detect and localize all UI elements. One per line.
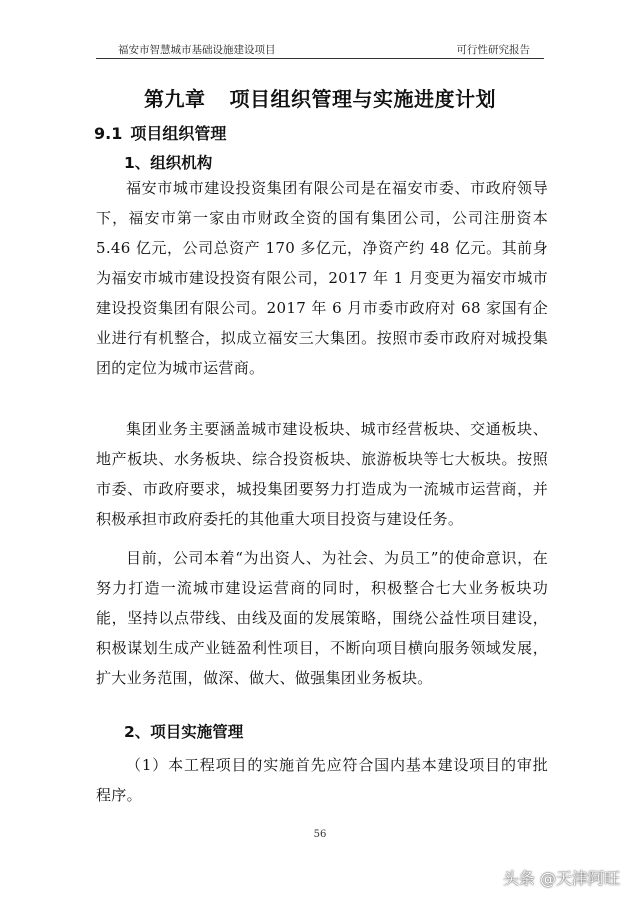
section-heading: [94, 121, 226, 144]
subsection-heading-implementation: 2、项目实施管理: [124, 723, 244, 741]
paragraph-business-scope: 集团业务主要涵盖城市建设板块、城市经营板块、交通板块、地产板块、水务板块、综合投资板块、旅游板块等七大板块。按照市委、市政府要求，城投集团要努力打造成为一流城市运营商，并积极承担市政府委托的其他重大项目投资与建设任务。: [96, 420, 548, 528]
header-project-name: 福安市智慧城市基础设施建设项目: [118, 44, 276, 56]
section-title: 项目组织管理: [130, 124, 227, 143]
subsection-heading-organization: 1、组织机构: [124, 154, 213, 172]
paragraph-mission: 目前，公司本着“为出资人、为社会、为员工”的使命意识，在努力打造一流城市建设运营商的同时，积极整合七大业务板块功能，坚持以点带线、由线及面的发展策略，围绕公益性项目建设，积极谋划生成产业链盈利性项目，不断向项目横向服务领域发展，扩大业务范围，做深、做大、做强集团业务板块。: [96, 549, 548, 687]
chapter-title: 项目组织管理与实施进度计划: [229, 87, 496, 111]
watermark: 头条 @天津阿旺: [502, 869, 620, 888]
chapter-heading: [0, 83, 640, 112]
page-number: 56: [313, 829, 327, 840]
page-header: [96, 40, 544, 59]
paragraph-approval-procedure: （1）本工程项目的实施首先应符合国内基本建设项目的审批程序。: [96, 756, 548, 804]
chapter-number: 第九章: [144, 87, 206, 111]
header-report-type: 可行性研究报告: [456, 44, 530, 56]
section-number: 9.1: [94, 124, 123, 143]
paragraph-company-intro: 福安市城市建设投资集团有限公司是在福安市委、市政府领导下，福安市第一家由市财政全资的国有集团公司，公司注册资本 5.46 亿元，公司总资产 170 多亿元，净资产约 48 亿元。其前身为福安市城市建设投资有限公司，2017 年 1 月变更为福安市城市建设投资集团有限公司。2017 年 6 月市委市政府对 68 家国有企业进行有机整合，拟成立福安三大集团。按照市委市政府对城投集团的定位为城市运营商。: [96, 179, 548, 377]
